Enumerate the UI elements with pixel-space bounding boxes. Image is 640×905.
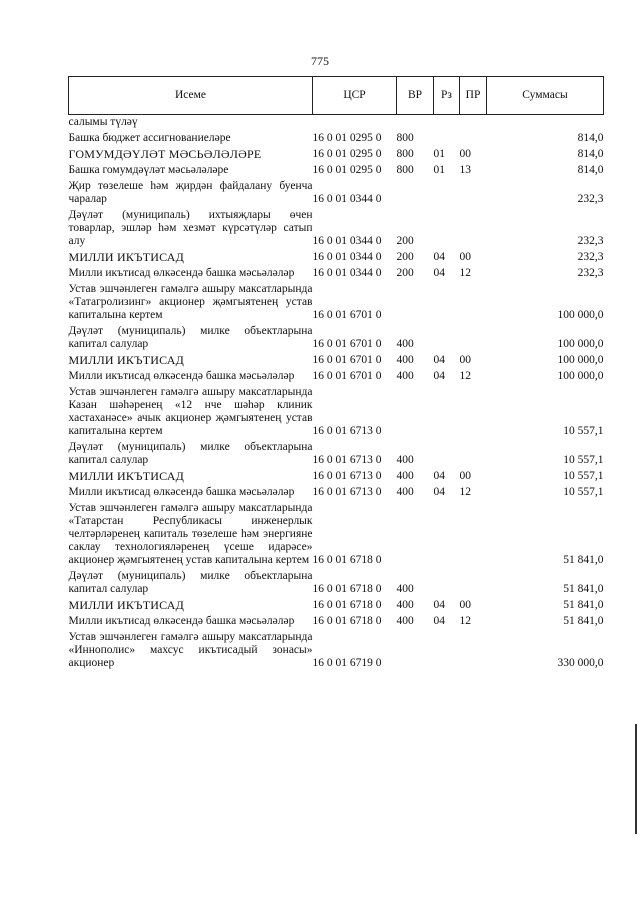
table-row (69, 614, 604, 630)
row-vr (397, 282, 434, 324)
row-sum: 814,0 (577, 132, 604, 144)
budget-table (68, 76, 604, 672)
row-csr: 16 0 01 0344 0 (312, 267, 382, 279)
row-vr: 200 (396, 235, 414, 247)
row-name: Дәүләт (муниципаль) милке объектларына капитал салулар (68, 570, 313, 595)
row-pr (460, 208, 487, 250)
row-pr: 00 (459, 599, 471, 611)
row-name: Милли икътисад өлкәсендә башка мәсьәләләр (68, 370, 295, 382)
row-vr (397, 501, 434, 569)
row-rz (434, 282, 460, 324)
header-rz: Рз (434, 77, 460, 115)
row-pr (460, 501, 487, 569)
row-vr (397, 179, 434, 208)
table-row (69, 179, 604, 208)
table-row (69, 163, 604, 179)
row-rz: 01 (433, 164, 445, 176)
row-rz: 04 (433, 251, 445, 263)
row-vr: 800 (396, 164, 414, 176)
row-vr: 400 (396, 583, 414, 595)
table-row (69, 353, 604, 369)
row-pr: 12 (459, 615, 471, 627)
row-vr (397, 630, 434, 672)
row-csr: 16 0 01 6701 0 (312, 354, 382, 366)
row-rz (434, 569, 460, 598)
table-body (69, 115, 604, 673)
row-pr (460, 630, 487, 672)
table-header-row (69, 77, 604, 115)
row-csr: 16 0 01 0295 0 (312, 148, 382, 160)
row-vr: 400 (396, 486, 414, 498)
row-name: Устав эшчәнлеген гамәлгә ашыру максатларында «Иннополис» махсус икътисадый зонасы» акционер (68, 631, 313, 669)
row-name: МИЛЛИ ИКЪТИСАД (68, 353, 184, 367)
row-csr: 16 0 01 0344 0 (312, 251, 382, 263)
row-csr: 16 0 01 0295 0 (312, 164, 382, 176)
table-row (69, 385, 604, 440)
table-row (69, 324, 604, 353)
table-row (69, 369, 604, 385)
row-csr: 16 0 01 6718 0 (312, 599, 382, 611)
row-name: МИЛЛИ ИКЪТИСАД (68, 250, 184, 264)
row-vr: 800 (396, 148, 414, 160)
row-pr: 12 (459, 267, 471, 279)
row-name: Дәүләт (муниципаль) милке объектларына капитал салулар (68, 441, 313, 466)
table-row (69, 630, 604, 672)
row-rz (434, 115, 460, 132)
row-sum (487, 115, 604, 132)
row-csr: 16 0 01 6713 0 (312, 486, 382, 498)
row-sum: 10 557,1 (563, 454, 604, 466)
row-csr: 16 0 01 6719 0 (312, 657, 382, 669)
row-sum: 330 000,0 (557, 657, 604, 669)
row-name: Устав эшчәнлеген гамәлгә ашыру максатларында Казан шәһәренең «12 нче шәһәр клиник хастаханәсе» ачык акционер җәмгыятенең устав капиталына кертем (68, 386, 313, 437)
row-csr: 16 0 01 6701 0 (312, 370, 382, 382)
row-pr (460, 385, 487, 440)
row-name: Башка гомумдәүләт мәсьәләләре (68, 164, 229, 176)
row-rz (434, 131, 460, 147)
row-csr: 16 0 01 6718 0 (312, 583, 382, 595)
row-sum: 814,0 (577, 164, 604, 176)
row-name: Дәүләт (муниципаль) ихтыяҗлары өчен товарлар, эшләр һәм хезмәт күрсәтүләр сатып алу (68, 209, 313, 247)
table-row (69, 569, 604, 598)
row-sum: 100 000,0 (557, 309, 604, 321)
row-csr (313, 115, 397, 132)
row-pr: 12 (459, 486, 471, 498)
row-pr (460, 115, 487, 132)
row-name: Башка бюджет ассигнованиеләре (68, 132, 231, 144)
table-row (69, 501, 604, 569)
row-vr: 400 (396, 354, 414, 366)
table-row (69, 469, 604, 485)
row-name: Устав эшчәнлеген гамәлгә ашыру максатларында «Татагролизинг» акционер җәмгыятенең устав капиталына кертем (68, 283, 313, 321)
row-pr (460, 131, 487, 147)
row-sum: 232,3 (577, 267, 604, 279)
margin-line (635, 724, 637, 834)
row-rz (434, 324, 460, 353)
table-row (69, 250, 604, 266)
row-sum: 51 841,0 (563, 599, 604, 611)
row-csr: 16 0 01 0344 0 (312, 235, 382, 247)
row-csr: 16 0 01 6718 0 (312, 554, 382, 566)
row-sum: 51 841,0 (563, 615, 604, 627)
row-vr: 200 (396, 251, 414, 263)
row-name: ГОМУМДӘҮЛӘТ МӘСЬӘЛӘЛӘРЕ (68, 147, 262, 161)
row-pr (460, 179, 487, 208)
row-sum: 232,3 (577, 235, 604, 247)
row-vr: 200 (396, 267, 414, 279)
row-vr: 400 (396, 338, 414, 350)
row-rz (434, 630, 460, 672)
row-csr: 16 0 01 6718 0 (312, 615, 382, 627)
row-sum: 10 557,1 (563, 470, 604, 482)
row-name: МИЛЛИ ИКЪТИСАД (68, 598, 184, 612)
row-vr: 400 (396, 454, 414, 466)
row-name: Дәүләт (муниципаль) милке объектларына капитал салулар (68, 325, 313, 350)
header-vr: ВР (397, 77, 434, 115)
row-pr: 00 (459, 470, 471, 482)
row-name: МИЛЛИ ИКЪТИСАД (68, 469, 184, 483)
row-name: Җир төзелеше һәм җирдән файдалану буенча чаралар (68, 180, 313, 205)
row-csr: 16 0 01 0344 0 (312, 193, 382, 205)
row-pr (460, 569, 487, 598)
row-pr (460, 324, 487, 353)
table-row (69, 485, 604, 501)
row-rz (434, 385, 460, 440)
row-sum: 232,3 (577, 193, 604, 205)
row-pr (460, 440, 487, 469)
row-vr: 400 (396, 470, 414, 482)
row-vr (397, 115, 434, 132)
row-rz: 04 (433, 599, 445, 611)
row-sum: 100 000,0 (557, 370, 604, 382)
row-rz: 04 (433, 354, 445, 366)
table-row (69, 131, 604, 147)
table-row (69, 266, 604, 282)
table-row (69, 440, 604, 469)
row-rz: 04 (433, 470, 445, 482)
row-rz: 04 (433, 615, 445, 627)
row-name: Милли икътисад өлкәсендә башка мәсьәләләр (68, 267, 295, 279)
table-row (69, 147, 604, 163)
row-pr (460, 282, 487, 324)
row-rz: 04 (433, 486, 445, 498)
row-csr: 16 0 01 6701 0 (312, 338, 382, 350)
row-name: Милли икътисад өлкәсендә башка мәсьәләләр (68, 486, 295, 498)
row-csr: 16 0 01 6713 0 (312, 425, 382, 437)
row-name: Милли икътисад өлкәсендә башка мәсьәләләр (68, 615, 295, 627)
row-rz: 04 (433, 267, 445, 279)
row-pr: 00 (459, 251, 471, 263)
row-vr: 400 (396, 370, 414, 382)
header-pr: ПР (460, 77, 487, 115)
row-sum: 10 557,1 (563, 425, 604, 437)
row-vr: 400 (396, 615, 414, 627)
row-vr: 800 (396, 132, 414, 144)
header-name: Исеме (69, 77, 313, 115)
row-pr: 00 (459, 148, 471, 160)
row-csr: 16 0 01 6713 0 (312, 454, 382, 466)
row-rz (434, 208, 460, 250)
table-row (69, 208, 604, 250)
row-pr: 13 (459, 164, 471, 176)
row-name: Устав эшчәнлеген гамәлгә ашыру максатларында «Татарстан Республикасы инженерлык челтәрләренең капиталь төзелеше һәм энергияне саклау технологияләренең үсеше идарәсе» акционер җәмгыятенең устав капиталына кертем (68, 502, 313, 566)
row-pr: 12 (459, 370, 471, 382)
row-rz: 04 (433, 370, 445, 382)
header-csr: ЦСР (313, 77, 397, 115)
row-name: салымы түләү (68, 116, 138, 128)
table-row (69, 282, 604, 324)
row-vr: 400 (396, 599, 414, 611)
table-row (69, 598, 604, 614)
table-row (69, 115, 604, 132)
row-sum: 51 841,0 (563, 554, 604, 566)
row-pr: 00 (459, 354, 471, 366)
row-vr (397, 385, 434, 440)
row-rz: 01 (433, 148, 445, 160)
row-sum: 100 000,0 (557, 338, 604, 350)
page-number: 775 (311, 54, 329, 68)
row-rz (434, 501, 460, 569)
row-sum: 51 841,0 (563, 583, 604, 595)
row-sum: 814,0 (577, 148, 604, 160)
row-sum: 232,3 (577, 251, 604, 263)
header-sum: Суммасы (487, 77, 604, 115)
row-csr: 16 0 01 0295 0 (312, 132, 382, 144)
row-sum: 100 000,0 (557, 354, 604, 366)
row-csr: 16 0 01 6701 0 (312, 309, 382, 321)
row-rz (434, 179, 460, 208)
row-sum: 10 557,1 (563, 486, 604, 498)
row-rz (434, 440, 460, 469)
row-csr: 16 0 01 6713 0 (312, 470, 382, 482)
